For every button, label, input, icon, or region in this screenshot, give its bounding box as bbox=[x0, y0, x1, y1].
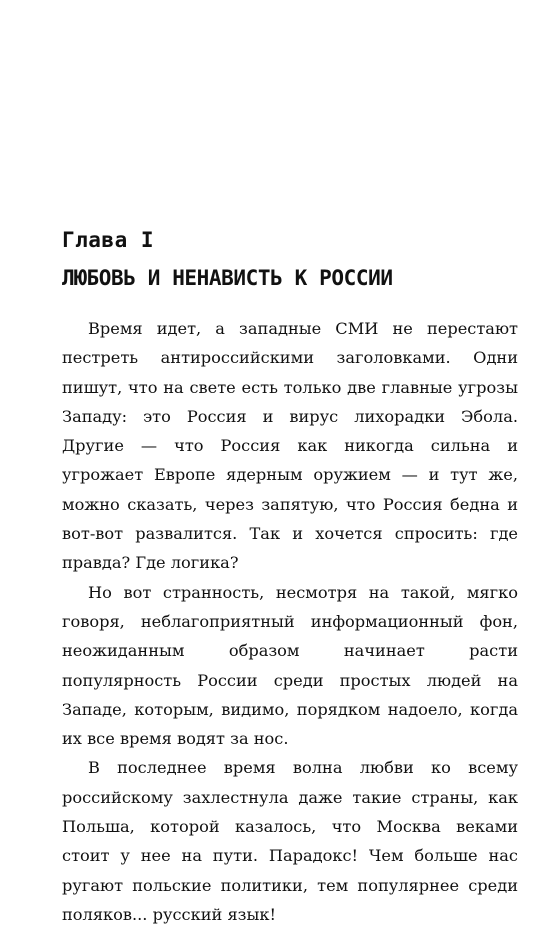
paragraph: Время идет, а западные СМИ не перестают пестреть антироссийскими заголовками. Одни пишут, что на свете есть только две главные угрозы Западу: это Россия и вирус лихорадки Эбола. Другие — что Россия как никогда сильна и угрожает Европе ядерным оружием — и тут же, можно сказать, через запятую, что Россия бедна и вот-вот развалится. Так и хочется спросить: где правда? Где логика? bbox=[62, 319, 518, 573]
chapter-body bbox=[62, 314, 518, 929]
chapter-label: Глава I bbox=[62, 228, 155, 252]
paragraph: В последнее время волна любви ко всему российскому захлестнула даже такие страны, как Польша, которой казалось, что Москва веками стоит у нее на пути. Парадокс! Чем больше нас ругают польские политики, тем популярнее среди поляков... русский язык! bbox=[62, 758, 518, 924]
chapter-title: ЛЮБОВЬ И НЕНАВИСТЬ К РОССИИ bbox=[62, 266, 393, 290]
paragraph: Но вот странность, несмотря на такой, мягко говоря, неблагоприятный информационный фон, неожиданным образом начинает расти популярность России среди простых людей на Западе, которым, видимо, порядком надоело, когда их все время водят за нос. bbox=[62, 582, 518, 749]
